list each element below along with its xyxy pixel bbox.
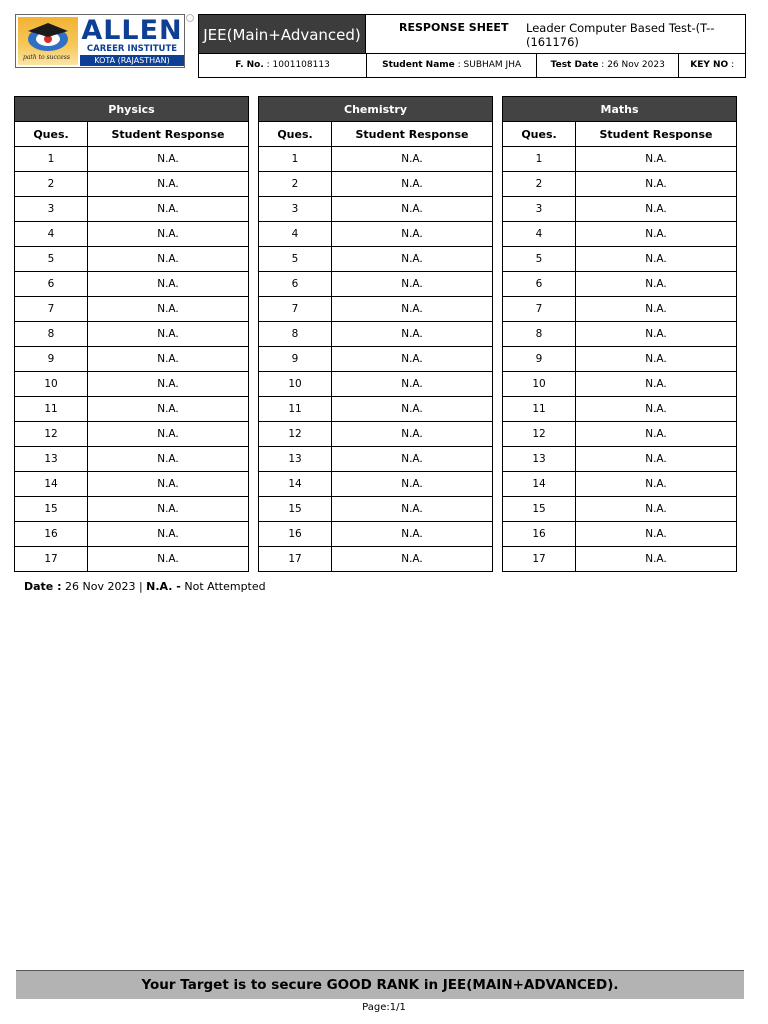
student-response: N.A. bbox=[88, 322, 249, 347]
table-row bbox=[503, 172, 737, 197]
table-row bbox=[503, 147, 737, 172]
student-response: N.A. bbox=[576, 522, 737, 547]
table-row bbox=[15, 397, 249, 422]
question-number: 7 bbox=[503, 297, 576, 322]
student-response: N.A. bbox=[88, 472, 249, 497]
student-response: N.A. bbox=[332, 447, 493, 472]
question-number: 15 bbox=[503, 497, 576, 522]
student-response: N.A. bbox=[332, 522, 493, 547]
table-row bbox=[259, 272, 493, 297]
table-row bbox=[15, 472, 249, 497]
question-number: 9 bbox=[503, 347, 576, 372]
question-number: 3 bbox=[503, 197, 576, 222]
question-number: 8 bbox=[15, 322, 88, 347]
table-row bbox=[259, 497, 493, 522]
table-row bbox=[259, 322, 493, 347]
student-name-value: : SUBHAM JHA bbox=[454, 60, 522, 70]
table-row bbox=[259, 422, 493, 447]
table-row bbox=[503, 197, 737, 222]
question-number: 10 bbox=[503, 372, 576, 397]
question-number: 16 bbox=[259, 522, 332, 547]
chemistry-table bbox=[258, 96, 493, 572]
student-response: N.A. bbox=[88, 272, 249, 297]
form-number bbox=[199, 54, 367, 77]
logo-location: KOTA (RAJASTHAN) bbox=[80, 55, 184, 66]
student-response: N.A. bbox=[332, 272, 493, 297]
student-info-row bbox=[198, 54, 746, 78]
logo-tagline: path to success bbox=[23, 54, 70, 61]
question-number: 2 bbox=[15, 172, 88, 197]
question-number: 8 bbox=[503, 322, 576, 347]
question-number: 3 bbox=[15, 197, 88, 222]
question-number: 12 bbox=[503, 422, 576, 447]
table-row bbox=[259, 197, 493, 222]
table-row bbox=[15, 272, 249, 297]
ques-header: Ques. bbox=[259, 122, 332, 147]
student-response: N.A. bbox=[576, 497, 737, 522]
table-row bbox=[15, 447, 249, 472]
table-row bbox=[15, 422, 249, 447]
table-row bbox=[15, 172, 249, 197]
student-name-label: Student Name bbox=[382, 60, 455, 70]
student-response: N.A. bbox=[332, 297, 493, 322]
registered-mark-icon bbox=[186, 14, 194, 22]
question-number: 6 bbox=[15, 272, 88, 297]
test-date-label: Test Date bbox=[550, 60, 599, 70]
student-response: N.A. bbox=[576, 422, 737, 447]
student-response: N.A. bbox=[88, 497, 249, 522]
table-row bbox=[503, 222, 737, 247]
student-response: N.A. bbox=[576, 297, 737, 322]
question-number: 5 bbox=[259, 247, 332, 272]
response-header: Student Response bbox=[332, 122, 493, 147]
table-row bbox=[259, 222, 493, 247]
ques-header: Ques. bbox=[503, 122, 576, 147]
student-response: N.A. bbox=[576, 447, 737, 472]
student-response: N.A. bbox=[576, 272, 737, 297]
test-date-value: : 26 Nov 2023 bbox=[598, 60, 665, 70]
student-response: N.A. bbox=[332, 397, 493, 422]
legend bbox=[24, 580, 266, 593]
question-number: 1 bbox=[259, 147, 332, 172]
question-number: 13 bbox=[503, 447, 576, 472]
question-number: 11 bbox=[259, 397, 332, 422]
table-row bbox=[15, 297, 249, 322]
legend-date-label: Date : bbox=[24, 580, 62, 593]
subject-title: Chemistry bbox=[259, 97, 493, 122]
student-response: N.A. bbox=[576, 247, 737, 272]
ques-header: Ques. bbox=[15, 122, 88, 147]
table-row bbox=[259, 347, 493, 372]
question-number: 5 bbox=[15, 247, 88, 272]
question-number: 13 bbox=[259, 447, 332, 472]
question-number: 15 bbox=[15, 497, 88, 522]
table-row bbox=[15, 197, 249, 222]
table-row bbox=[15, 497, 249, 522]
question-number: 11 bbox=[15, 397, 88, 422]
table-row bbox=[503, 247, 737, 272]
question-number: 7 bbox=[259, 297, 332, 322]
table-row bbox=[15, 547, 249, 572]
question-number: 13 bbox=[15, 447, 88, 472]
student-response: N.A. bbox=[576, 472, 737, 497]
question-number: 16 bbox=[503, 522, 576, 547]
student-response: N.A. bbox=[88, 447, 249, 472]
question-number: 5 bbox=[503, 247, 576, 272]
question-number: 4 bbox=[503, 222, 576, 247]
student-response: N.A. bbox=[576, 222, 737, 247]
student-response: N.A. bbox=[88, 222, 249, 247]
table-row bbox=[15, 147, 249, 172]
student-response: N.A. bbox=[332, 372, 493, 397]
legend-date-value: 26 Nov 2023 | bbox=[61, 580, 147, 593]
student-response: N.A. bbox=[88, 172, 249, 197]
student-response: N.A. bbox=[576, 372, 737, 397]
question-number: 11 bbox=[503, 397, 576, 422]
table-row bbox=[503, 272, 737, 297]
table-row bbox=[503, 422, 737, 447]
student-response: N.A. bbox=[576, 397, 737, 422]
subject-title: Physics bbox=[15, 97, 249, 122]
target-banner: Your Target is to secure GOOD RANK in JEE(MAIN+ADVANCED). bbox=[16, 970, 744, 999]
table-row bbox=[15, 522, 249, 547]
table-row bbox=[503, 472, 737, 497]
legend-na-label: N.A. - bbox=[146, 580, 181, 593]
student-response: N.A. bbox=[88, 372, 249, 397]
key-number-label: KEY NO bbox=[690, 60, 729, 70]
student-response: N.A. bbox=[332, 497, 493, 522]
question-number: 15 bbox=[259, 497, 332, 522]
student-response: N.A. bbox=[332, 322, 493, 347]
student-response: N.A. bbox=[332, 247, 493, 272]
student-response: N.A. bbox=[88, 197, 249, 222]
table-row bbox=[259, 172, 493, 197]
student-response: N.A. bbox=[576, 147, 737, 172]
key-number bbox=[679, 54, 745, 77]
table-row bbox=[503, 347, 737, 372]
student-response: N.A. bbox=[332, 147, 493, 172]
table-row bbox=[15, 247, 249, 272]
question-number: 10 bbox=[15, 372, 88, 397]
student-response: N.A. bbox=[332, 172, 493, 197]
question-number: 17 bbox=[503, 547, 576, 572]
table-row bbox=[259, 397, 493, 422]
question-number: 4 bbox=[15, 222, 88, 247]
question-number: 6 bbox=[259, 272, 332, 297]
question-number: 2 bbox=[259, 172, 332, 197]
response-header: Student Response bbox=[88, 122, 249, 147]
question-number: 9 bbox=[15, 347, 88, 372]
table-row bbox=[503, 522, 737, 547]
table-row bbox=[503, 397, 737, 422]
question-number: 16 bbox=[15, 522, 88, 547]
question-number: 6 bbox=[503, 272, 576, 297]
test-date bbox=[537, 54, 679, 77]
table-row bbox=[15, 347, 249, 372]
question-number: 12 bbox=[259, 422, 332, 447]
student-response: N.A. bbox=[576, 197, 737, 222]
question-number: 17 bbox=[259, 547, 332, 572]
student-response: N.A. bbox=[332, 347, 493, 372]
question-number: 2 bbox=[503, 172, 576, 197]
student-response: N.A. bbox=[88, 247, 249, 272]
table-row bbox=[259, 447, 493, 472]
maths-table bbox=[502, 96, 737, 572]
question-number: 7 bbox=[15, 297, 88, 322]
student-response: N.A. bbox=[332, 472, 493, 497]
test-name: Leader Computer Based Test-(T--(161176) bbox=[526, 21, 715, 49]
table-row bbox=[259, 472, 493, 497]
student-response: N.A. bbox=[332, 222, 493, 247]
table-row bbox=[503, 372, 737, 397]
question-number: 14 bbox=[15, 472, 88, 497]
student-response: N.A. bbox=[88, 147, 249, 172]
exam-name: JEE(Main+Advanced) bbox=[198, 14, 366, 54]
student-response: N.A. bbox=[88, 347, 249, 372]
table-row bbox=[259, 297, 493, 322]
response-header: Student Response bbox=[576, 122, 737, 147]
student-response: N.A. bbox=[576, 322, 737, 347]
student-response: N.A. bbox=[88, 297, 249, 322]
question-number: 4 bbox=[259, 222, 332, 247]
question-number: 3 bbox=[259, 197, 332, 222]
question-number: 14 bbox=[259, 472, 332, 497]
subject-title: Maths bbox=[503, 97, 737, 122]
student-response: N.A. bbox=[332, 422, 493, 447]
physics-table bbox=[14, 96, 249, 572]
table-row bbox=[503, 297, 737, 322]
form-number-label: F. No. bbox=[235, 60, 264, 70]
legend-na-value: Not Attempted bbox=[180, 580, 266, 593]
student-response: N.A. bbox=[576, 347, 737, 372]
table-row bbox=[15, 322, 249, 347]
question-number: 12 bbox=[15, 422, 88, 447]
table-row bbox=[259, 372, 493, 397]
table-row bbox=[259, 147, 493, 172]
table-row bbox=[259, 547, 493, 572]
student-response: N.A. bbox=[88, 547, 249, 572]
page-number: Page:1/1 bbox=[362, 1002, 406, 1013]
question-number: 10 bbox=[259, 372, 332, 397]
sheet-header bbox=[366, 14, 746, 54]
question-number: 9 bbox=[259, 347, 332, 372]
logo-brand: ALLEN bbox=[81, 15, 183, 46]
student-name bbox=[367, 54, 537, 77]
table-row bbox=[259, 522, 493, 547]
table-row bbox=[503, 547, 737, 572]
sheet-title: RESPONSE SHEET bbox=[399, 21, 509, 34]
key-number-value: : bbox=[728, 60, 735, 70]
table-row bbox=[503, 322, 737, 347]
form-number-value: : 1001108113 bbox=[263, 60, 330, 70]
student-response: N.A. bbox=[88, 422, 249, 447]
table-row bbox=[15, 222, 249, 247]
student-response: N.A. bbox=[332, 547, 493, 572]
question-number: 17 bbox=[15, 547, 88, 572]
allen-emblem-icon bbox=[18, 17, 78, 65]
question-number: 8 bbox=[259, 322, 332, 347]
student-response: N.A. bbox=[332, 197, 493, 222]
student-response: N.A. bbox=[576, 172, 737, 197]
question-number: 14 bbox=[503, 472, 576, 497]
table-row bbox=[259, 247, 493, 272]
table-row bbox=[15, 372, 249, 397]
logo-subtitle: CAREER INSTITUTE bbox=[86, 44, 178, 54]
table-row bbox=[503, 497, 737, 522]
student-response: N.A. bbox=[88, 522, 249, 547]
student-response: N.A. bbox=[88, 397, 249, 422]
table-row bbox=[503, 447, 737, 472]
student-response: N.A. bbox=[576, 547, 737, 572]
question-number: 1 bbox=[503, 147, 576, 172]
allen-logo bbox=[15, 14, 185, 68]
question-number: 1 bbox=[15, 147, 88, 172]
